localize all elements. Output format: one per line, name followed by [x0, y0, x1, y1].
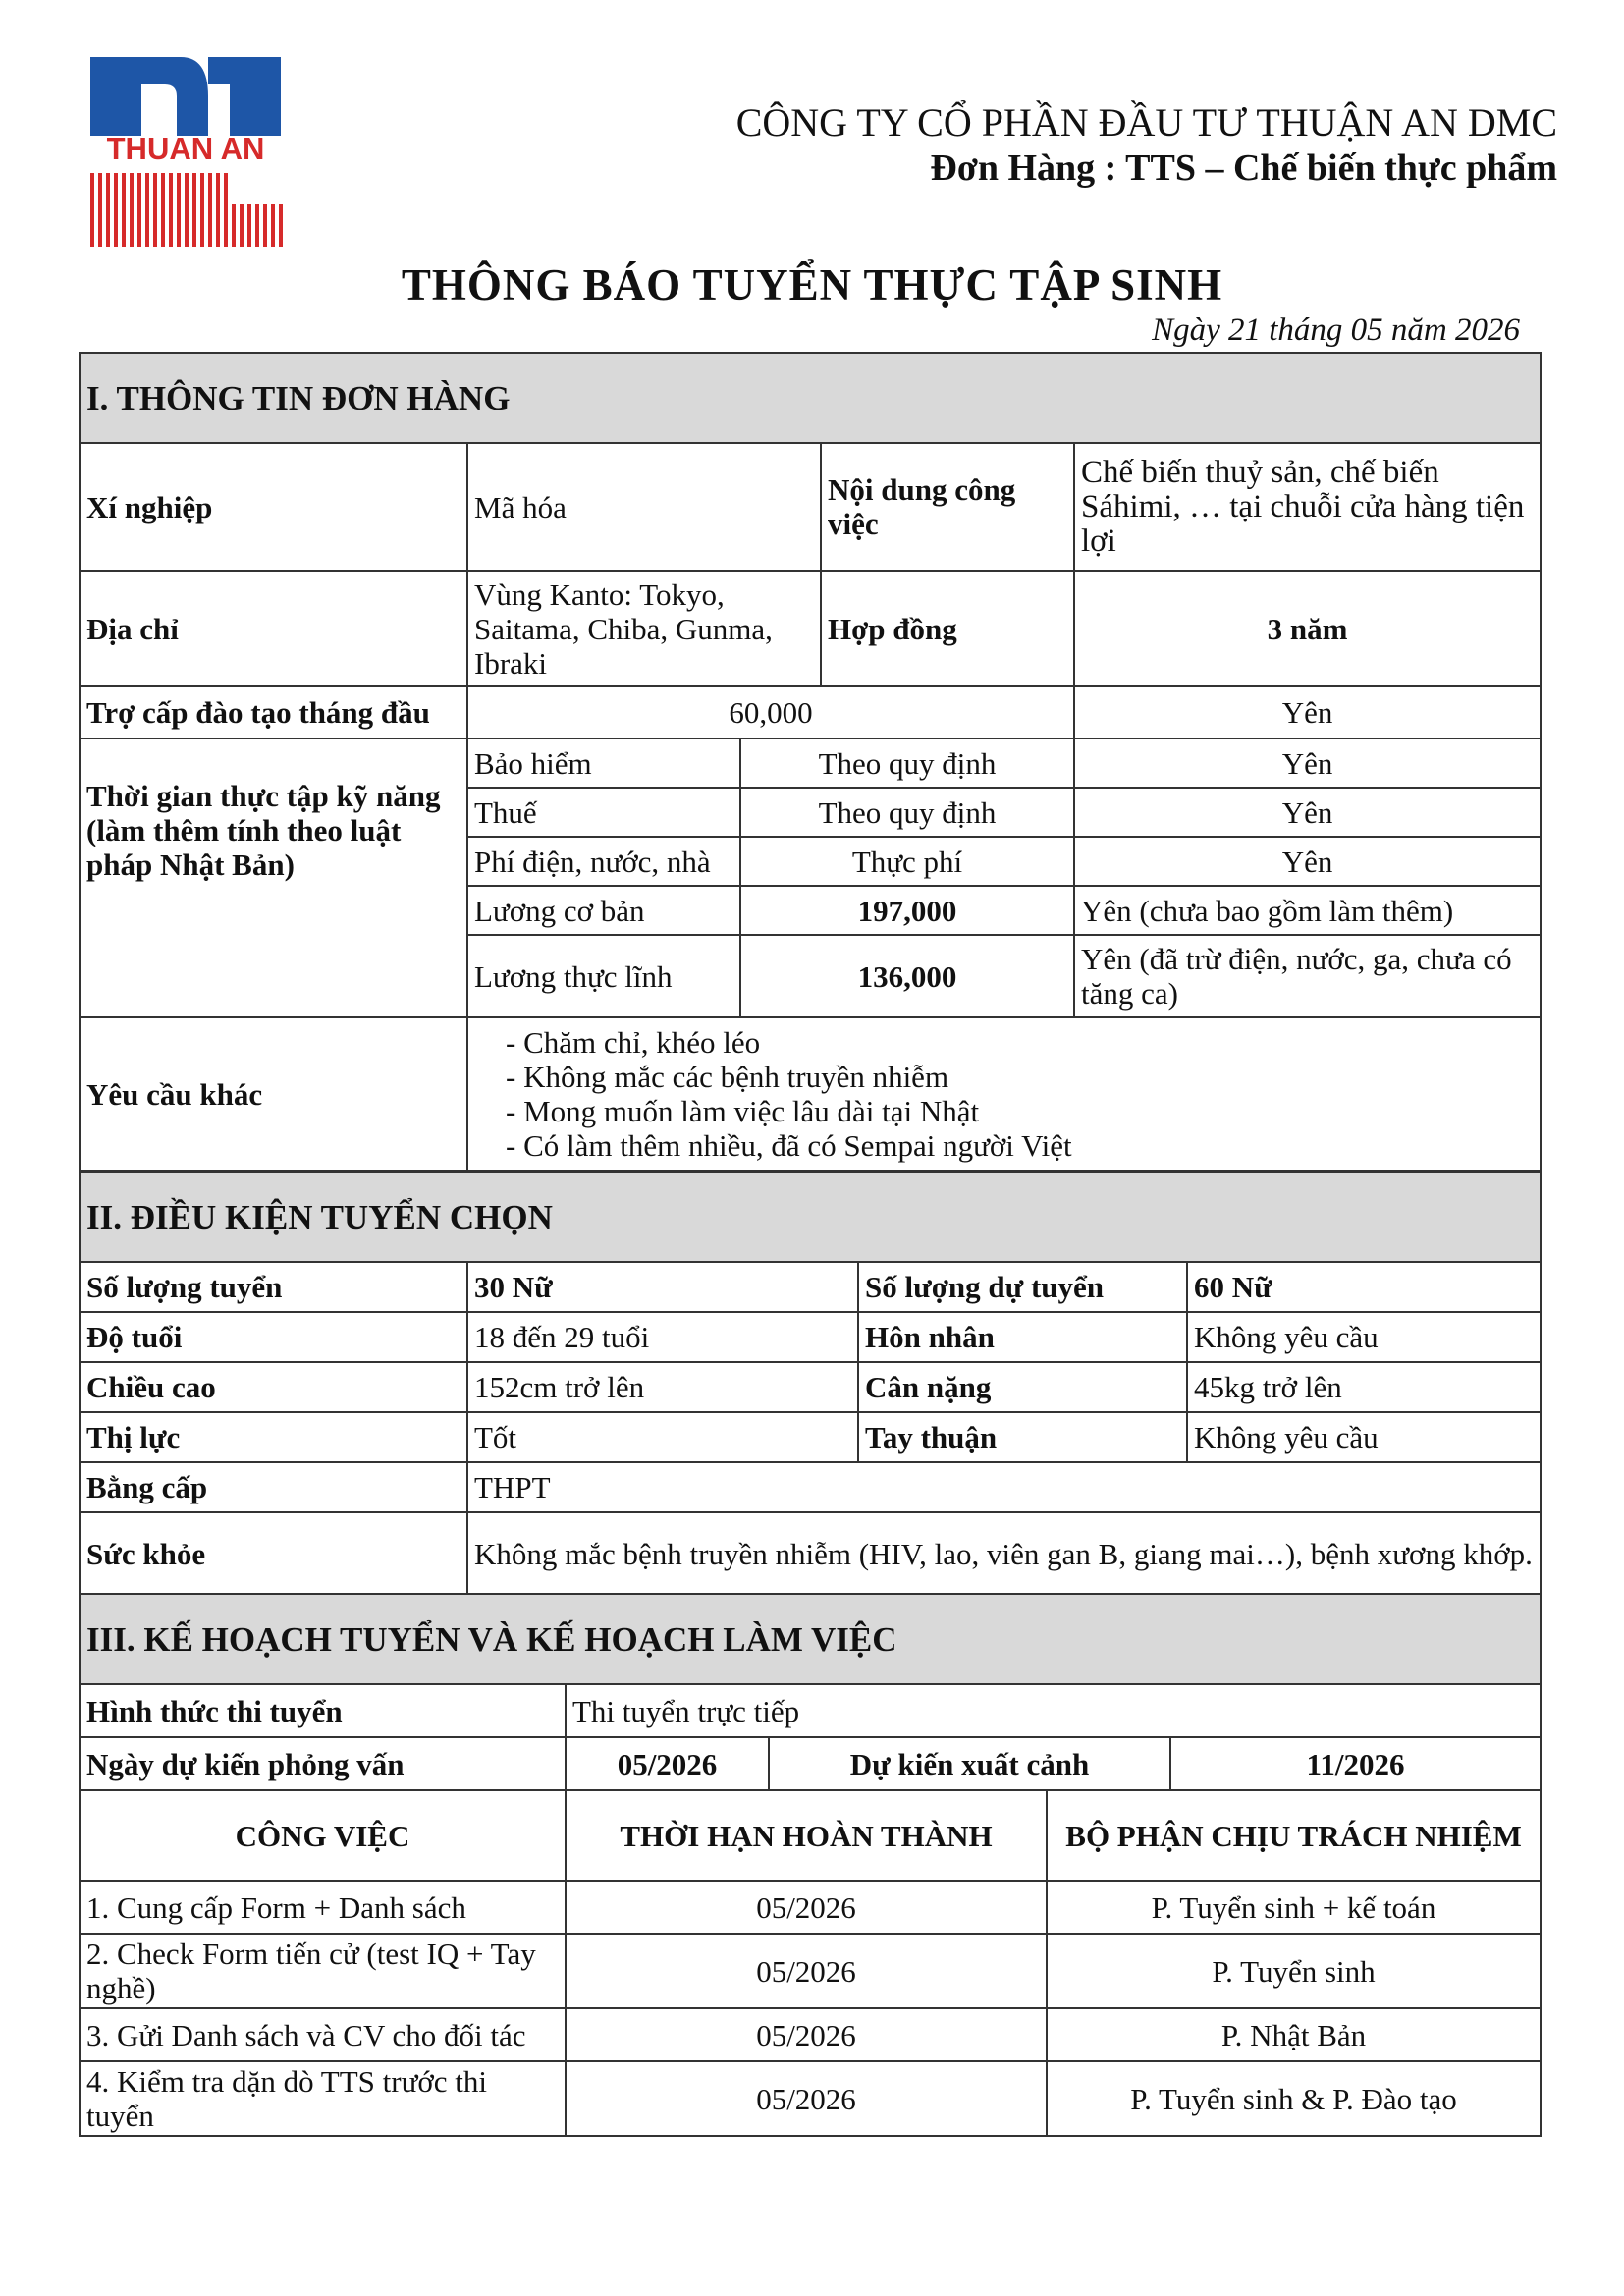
- tro-cap-label: Trợ cấp đào tạo tháng đầu: [80, 686, 467, 738]
- tay-thuan-label: Tay thuận: [858, 1412, 1187, 1462]
- list-item: - Chăm chỉ, khéo léo: [506, 1025, 761, 1060]
- yeu-cau-list: [467, 1017, 1541, 1171]
- noi-dung-label: Nội dung công việc: [821, 443, 1074, 571]
- task-dept: P. Tuyển sinh & P. Đào tạo: [1047, 2061, 1541, 2136]
- order-line: Đơn Hàng : TTS – Chế biến thực phẩm: [930, 147, 1557, 189]
- table-row: [80, 1934, 1541, 2008]
- table-row: [80, 2008, 1541, 2061]
- thi-luc-label: Thị lực: [80, 1412, 467, 1462]
- task-dept: P. Nhật Bản: [1047, 2008, 1541, 2061]
- item-value: 136,000: [740, 935, 1074, 1017]
- can-nang-label: Cân nặng: [858, 1362, 1187, 1412]
- col-bo-phan: BỘ PHẬN CHỊU TRÁCH NHIỆM: [1047, 1790, 1541, 1881]
- item-value: Theo quy định: [740, 788, 1074, 837]
- item-unit: Yên: [1074, 788, 1541, 837]
- task-dept: P. Tuyển sinh: [1047, 1934, 1541, 2008]
- chieu-cao-value: 152cm trở lên: [467, 1362, 858, 1412]
- item-name: Thuế: [467, 788, 740, 837]
- bang-cap-value: THPT: [467, 1462, 1541, 1512]
- hop-dong-label: Hợp đồng: [821, 571, 1074, 686]
- svg-text:THUAN AN: THUAN AN: [106, 132, 265, 166]
- noi-dung-value: Chế biến thuỷ sản, chế biến Sáhimi, … tại chuỗi cửa hàng tiện lợi: [1074, 443, 1541, 571]
- task-name: 2. Check Form tiến cử (test IQ + Tay nghề): [80, 1934, 566, 2008]
- company-name: CÔNG TY CỔ PHẦN ĐẦU TƯ THUẬN AN DMC: [735, 100, 1557, 144]
- item-unit: Yên: [1074, 837, 1541, 886]
- thuan-an-logo-icon: [86, 57, 285, 249]
- document-date: Ngày 21 tháng 05 năm 2026: [1152, 312, 1520, 348]
- dia-chi-value: Vùng Kanto: Tokyo, Saitama, Chiba, Gunma, Ibraki: [467, 571, 821, 686]
- item-value: 197,000: [740, 886, 1074, 935]
- page-title: THÔNG BÁO TUYỂN THỰC TẬP SINH: [401, 260, 1223, 309]
- do-tuoi-value: 18 đến 29 tuổi: [467, 1312, 858, 1362]
- col-cong-viec: CÔNG VIỆC: [80, 1790, 566, 1881]
- hinh-thuc-label: Hình thức thi tuyển: [80, 1684, 566, 1737]
- item-name: Bảo hiểm: [467, 738, 740, 788]
- col-thoi-han: THỜI HẠN HOÀN THÀNH: [566, 1790, 1047, 1881]
- so-luong-value: 30 Nữ: [467, 1262, 858, 1312]
- hon-nhan-label: Hôn nhân: [858, 1312, 1187, 1362]
- tay-thuan-value: Không yêu cầu: [1187, 1412, 1541, 1462]
- recruitment-plan-table: [79, 1593, 1542, 2137]
- company-logo: [86, 57, 285, 249]
- suc-khoe-value: Không mắc bệnh truyền nhiễm (HIV, lao, viên gan B, giang mai…), bệnh xương khớp.: [467, 1512, 1541, 1595]
- task-name: 1. Cung cấp Form + Danh sách: [80, 1881, 566, 1934]
- can-nang-value: 45kg trở lên: [1187, 1362, 1541, 1412]
- xuat-canh-value: 11/2026: [1170, 1737, 1541, 1790]
- task-name: 3. Gửi Danh sách và CV cho đối tác: [80, 2008, 566, 2061]
- item-unit: Yên (đã trừ điện, nước, ga, chưa có tăng ca): [1074, 935, 1541, 1017]
- xuat-canh-label: Dự kiến xuất cảnh: [769, 1737, 1170, 1790]
- task-deadline: 05/2026: [566, 2008, 1047, 2061]
- item-name: Lương thực lĩnh: [467, 935, 740, 1017]
- item-unit: Yên: [1074, 738, 1541, 788]
- xi-nghiep-label: Xí nghiệp: [80, 443, 467, 571]
- section3-heading: III. KẾ HOẠCH TUYỂN VÀ KẾ HOẠCH LÀM VIỆC: [80, 1594, 1541, 1684]
- list-item: - Mong muốn làm việc lâu dài tại Nhật: [506, 1094, 980, 1128]
- du-tuyen-value: 60 Nữ: [1187, 1262, 1541, 1312]
- tro-cap-value: 60,000: [467, 686, 1074, 738]
- do-tuoi-label: Độ tuổi: [80, 1312, 467, 1362]
- list-item: - Không mắc các bệnh truyền nhiễm: [506, 1060, 949, 1094]
- yeu-cau-label: Yêu cầu khác: [80, 1017, 467, 1171]
- task-deadline: 05/2026: [566, 1934, 1047, 2008]
- hinh-thuc-value: Thi tuyển trực tiếp: [566, 1684, 1541, 1737]
- item-value: Theo quy định: [740, 738, 1074, 788]
- hop-dong-value: 3 năm: [1074, 571, 1541, 686]
- order-info-table: [79, 352, 1542, 1172]
- task-deadline: 05/2026: [566, 1881, 1047, 1934]
- phong-van-label: Ngày dự kiến phỏng vấn: [80, 1737, 566, 1790]
- section1-heading: I. THÔNG TIN ĐƠN HÀNG: [80, 353, 1541, 443]
- item-unit: Yên (chưa bao gồm làm thêm): [1074, 886, 1541, 935]
- selection-conditions-table: [79, 1171, 1542, 1596]
- item-name: Phí điện, nước, nhà: [467, 837, 740, 886]
- item-name: Lương cơ bản: [467, 886, 740, 935]
- thi-luc-value: Tốt: [467, 1412, 858, 1462]
- dia-chi-label: Địa chỉ: [80, 571, 467, 686]
- suc-khoe-label: Sức khỏe: [80, 1512, 467, 1595]
- du-tuyen-label: Số lượng dự tuyển: [858, 1262, 1187, 1312]
- table-row: [80, 1881, 1541, 1934]
- task-name: 4. Kiểm tra dặn dò TTS trước thi tuyển: [80, 2061, 566, 2136]
- tro-cap-unit: Yên: [1074, 686, 1541, 738]
- chieu-cao-label: Chiều cao: [80, 1362, 467, 1412]
- section2-heading: II. ĐIỀU KIỆN TUYỂN CHỌN: [80, 1172, 1541, 1262]
- table-row: [80, 2061, 1541, 2136]
- thoi-gian-label: Thời gian thực tập kỹ năng (làm thêm tính theo luật pháp Nhật Bản): [80, 738, 467, 1017]
- task-dept: P. Tuyển sinh + kế toán: [1047, 1881, 1541, 1934]
- hon-nhan-value: Không yêu cầu: [1187, 1312, 1541, 1362]
- item-value: Thực phí: [740, 837, 1074, 886]
- so-luong-label: Số lượng tuyển: [80, 1262, 467, 1312]
- phong-van-value: 05/2026: [566, 1737, 769, 1790]
- xi-nghiep-value: Mã hóa: [467, 443, 821, 571]
- bang-cap-label: Bằng cấp: [80, 1462, 467, 1512]
- company-header: [736, 100, 1557, 191]
- table-row: [80, 738, 1541, 788]
- task-deadline: 05/2026: [566, 2061, 1047, 2136]
- list-item: - Có làm thêm nhiều, đã có Sempai người Việt: [506, 1128, 1072, 1163]
